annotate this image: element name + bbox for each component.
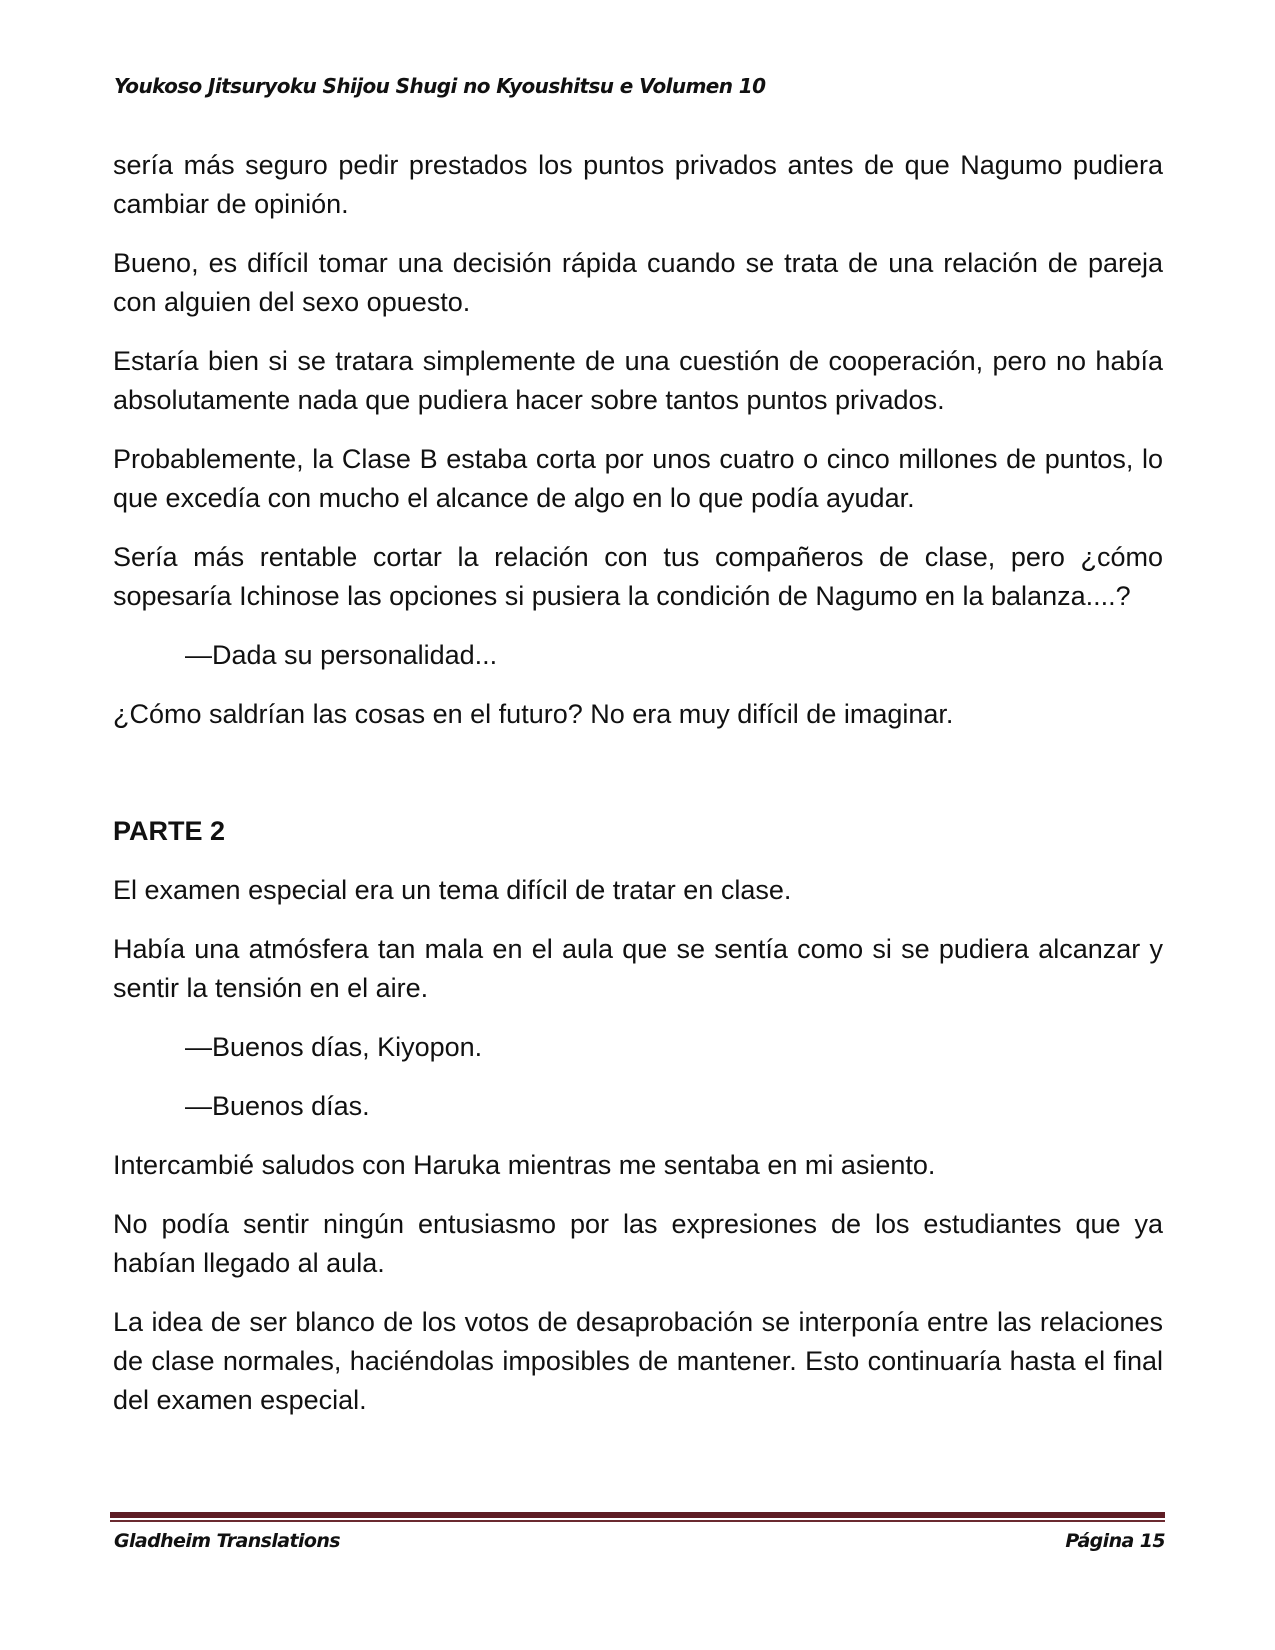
- dialogue-line: —Buenos días.: [185, 1091, 370, 1121]
- paragraph: Intercambié saludos con Haruka mientras me sentaba en mi asiento.: [113, 1150, 936, 1180]
- paragraph: Probablemente, la Clase B estaba corta por unos cuatro o cinco millones de puntos, lo que excedía con mucho el alcance de algo en lo que podía ayudar.: [113, 444, 1163, 513]
- paragraph: Había una atmósfera tan mala en el aula que se sentía como si se pudiera alcanzar y sentir la tensión en el aire.: [113, 934, 1163, 1003]
- paragraph: Estaría bien si se tratara simplemente de una cuestión de cooperación, pero no había absolutamente nada que pudiera hacer sobre tantos puntos privados.: [113, 346, 1163, 415]
- footer-page-number: Página 15: [1065, 1530, 1165, 1552]
- document-body: [113, 146, 1163, 1440]
- paragraph: El examen especial era un tema difícil de tratar en clase.: [113, 875, 792, 905]
- section-heading: PARTE 2: [113, 816, 226, 846]
- paragraph: No podía sentir ningún entusiasmo por las expresiones de los estudiantes que ya habían llegado al aula.: [113, 1209, 1163, 1278]
- paragraph: Sería más rentable cortar la relación con tus compañeros de clase, pero ¿cómo sopesaría Ichinose las opciones si pusiera la condición de Nagumo en la balanza....?: [113, 542, 1163, 611]
- document-header-title: Youkoso Jitsuryoku Shijou Shugi no Kyoushitsu e Volumen 10: [114, 74, 766, 98]
- paragraph: La idea de ser blanco de los votos de desaprobación se interponía entre las relaciones de clase normales, haciéndolas imposibles de mantener. Esto continuaría hasta el final del examen especial.: [113, 1307, 1163, 1415]
- dialogue-line: —Buenos días, Kiyopon.: [185, 1032, 483, 1062]
- footer-rule-thin: [110, 1520, 1165, 1522]
- paragraph: ¿Cómo saldrían las cosas en el futuro? No era muy difícil de imaginar.: [113, 699, 954, 729]
- footer-rule-thick: [110, 1512, 1165, 1518]
- paragraph: sería más seguro pedir prestados los puntos privados antes de que Nagumo pudiera cambiar de opinión.: [113, 150, 1163, 219]
- footer-publisher: Gladheim Translations: [114, 1530, 340, 1552]
- paragraph: Bueno, es difícil tomar una decisión rápida cuando se trata de una relación de pareja con alguien del sexo opuesto.: [113, 248, 1163, 317]
- dialogue-line: —Dada su personalidad...: [185, 640, 498, 670]
